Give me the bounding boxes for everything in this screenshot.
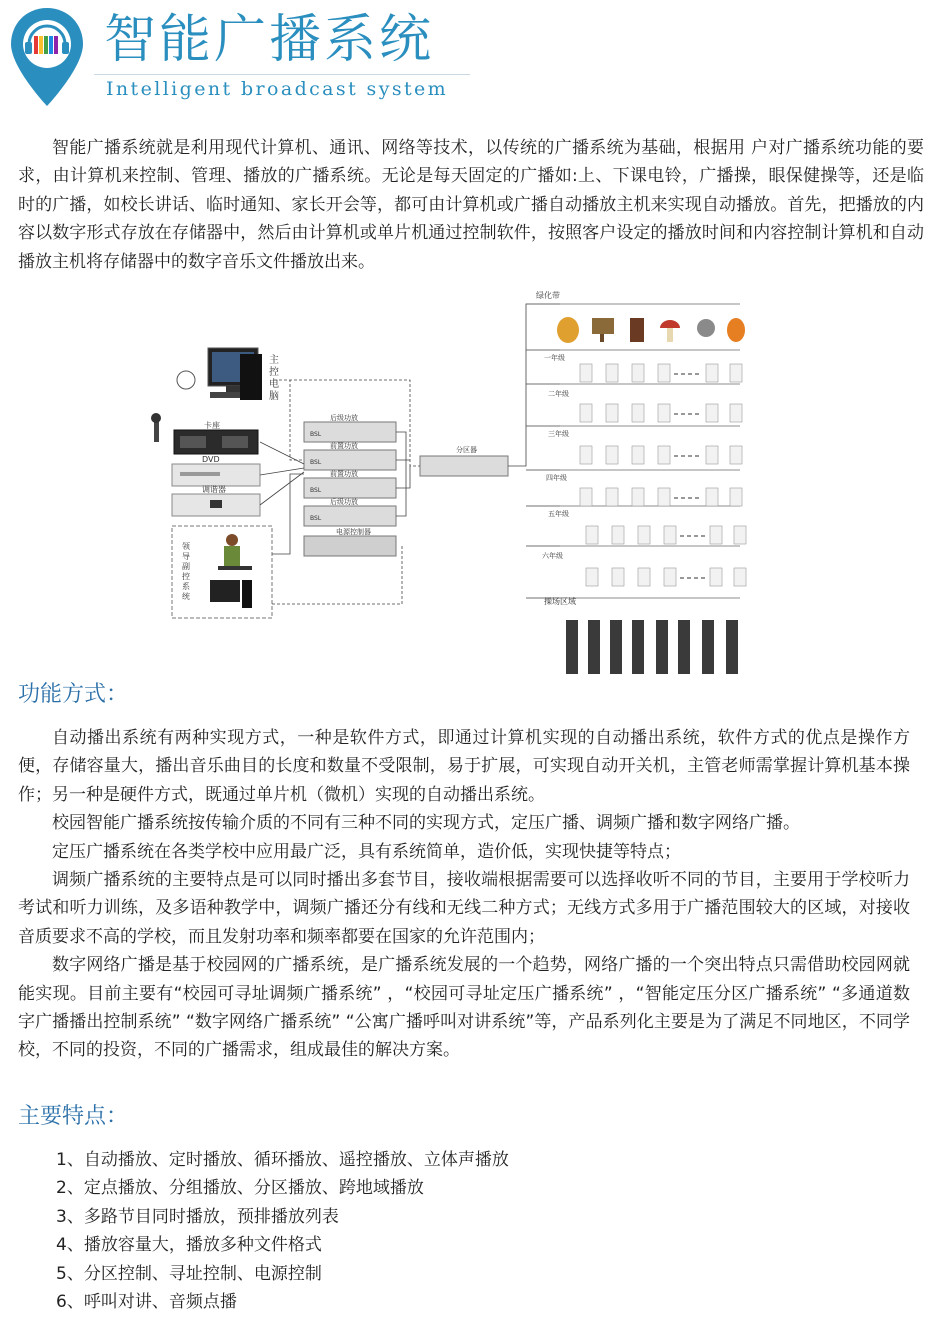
function-paragraph: 定压广播系统在各类学校中应用最广泛，具有系统简单，造价低，实现快捷等特点； [52,841,681,862]
zone-label-grade-1: 一年级 [544,354,565,362]
speaker-disc-icon [177,371,195,389]
function-section-heading: 功能方式： [18,682,129,707]
function-paragraph: 自动播出系统有两种实现方式，一种是软件方式，即通过计算机实现的自动播出系统，软件方式的优点是操作方便，存储容量大，播出音乐曲目的长度和数量不受限制，易于扩展，可实现自动开关机，主管老师需掌握计算机基本操作；另一种是硬件方式，既通过单片机（微机）实现的自动播出系统。 [18,728,910,805]
title-divider [94,74,470,75]
zone-label-grade-2: 二年级 [548,390,569,398]
cassette-deck-device [174,430,258,454]
amp-brand-2: BSL [310,459,322,466]
function-paragraph: 数字网络广播是基于校园网的广播系统，是广播系统发展的一个趋势，网络广播的一个突出特点只需借助校园网就能实现。目前主要有“校园可寻址调频广播系统” ，“校园可寻址定压广播系统” ，“智能定压分区广播系统” “多通道数字广播播出控制系统” “数字网络广播系统” “公寓广播呼叫对讲系统”等，产品系列化主要是为了满足不同地区，不同学校，不同的投资，不同的广播需求，组成最佳的解决方案。 [18,955,910,1061]
feature-item: 3、多路节目同时播放，预排播放列表 [56,1206,339,1227]
garden-speakers [557,317,745,343]
source-label-tuner: 调谐器 [202,485,226,494]
operator-icon [218,534,252,570]
zone-splitter-device [420,456,508,476]
function-paragraph: 校园智能广播系统按传输介质的不同有三种不同的实现方式，定压广播、调频广播和数字网络广播。 [52,813,800,834]
main-pc-icon [208,348,262,400]
page-title: 智能广播系统 [104,10,435,70]
feature-item: 1、自动播放、定时播放、循环播放、遥控播放、立体声播放 [56,1150,509,1170]
feature-item: 2、定点播放、分组播放、分区播放、跨地域播放 [56,1178,424,1199]
main-pc-label: 主控电脑 [266,354,278,402]
dvd-player-device [172,464,260,486]
intro-paragraph: 智能广播系统就是利用现代计算机、通讯、网络等技术，以传统的广播系统为基础，根据用 户对广播系统功能的要求，由计算机来控制、管理、播放的广播系统。无论是每天固定的广播如:上、下课电铃，广播操，眼保健操等，还是临时的广播，如校长讲话、临时通知、家长开会等，都可由计算机或广播自动播放主机来实现自动播放。首先，把播放的内容以数字形式存放在存储器中，然后由计算机或单片机通过控制软件，按照客户设定的播放时间和内容控制计算机和自动播放主机将存储器中的数字音乐文件播放出来。 [18,138,924,272]
amp-brand-3: BSL [310,487,322,494]
amp-brand-1: BSL [310,431,322,438]
feature-item: 6、呼叫对讲、音频点播 [56,1292,237,1313]
zone-label-grade-4: 四年级 [546,474,567,482]
amp-label-2: 前置功放 [330,442,358,450]
splitter-label: 分区器 [456,446,477,454]
leader-control-label: 领导副控系统 [181,542,191,602]
page-subtitle: Intelligent broadcast system [106,78,449,100]
function-paragraph: 调频广播系统的主要特点是可以同时播出多套节目，接收端根据需要可以选择收听不同的节目，主要用于学校听力考试和听力训练，及多语种教学中，调频广播还分有线和无线二种方式；无线方式多用于广播范围较大的区域，对接收音质要求不高的学校，而且发射功率和频率都要在国家的允许范围内； [18,870,910,947]
amp-label-4: 后级功放 [330,498,358,506]
features-list [56,1146,509,1316]
zone-label-grade-3: 三年级 [548,430,569,438]
classroom-speakers [580,364,746,586]
playground-column-speakers [566,620,738,674]
zone-label-grade-5: 五年级 [548,510,569,518]
speaker-gap-dashes [674,374,706,578]
zone-label-playground: 操场区域 [544,597,576,606]
map-pin-radio-icon [8,6,86,110]
power-controller-label: 电源控制器 [336,528,371,536]
microphone-icon [151,413,161,442]
zone-label-green-belt: 绿化带 [536,291,560,300]
amp-brand-4: BSL [310,515,322,522]
amp-label-3: 前置功放 [330,470,358,478]
intro-text [18,134,924,276]
feature-item: 5、分区控制、寻址控制、电源控制 [56,1263,322,1284]
amp-label-1: 后级功放 [330,414,358,422]
source-label-dvd: DVD [202,455,220,464]
features-section-heading: 主要特点： [18,1104,129,1129]
zone-label-grade-6: 六年级 [542,552,563,560]
tuner-device [172,494,260,516]
sub-control-pc-icon [210,580,252,608]
source-label-cassette: 卡座 [204,421,220,430]
function-text [18,724,910,1065]
feature-item: 4、播放容量大，播放多种文件格式 [56,1235,322,1256]
system-diagram [140,284,760,684]
